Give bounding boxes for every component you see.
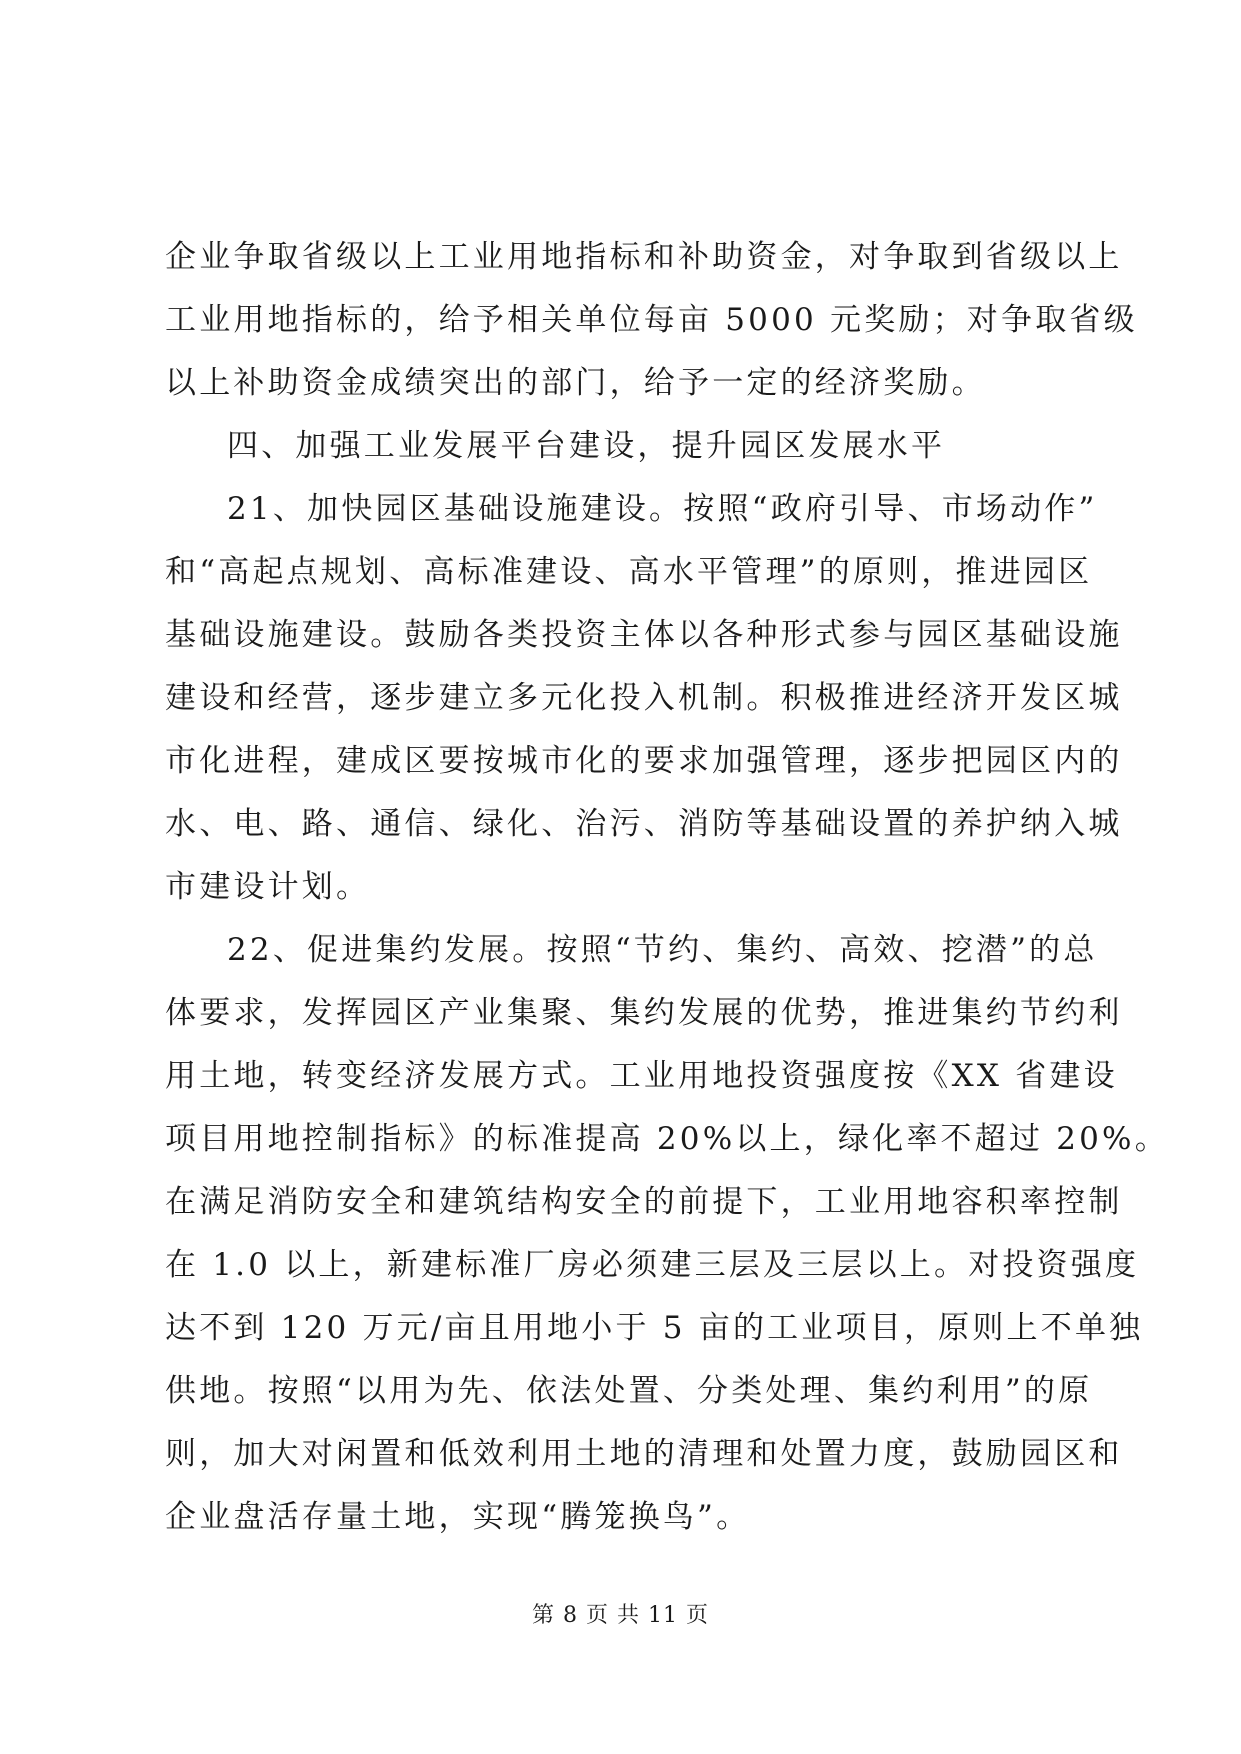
text-line: 基础设施建设。鼓励各类投资主体以各种形式参与园区基础设施 xyxy=(165,617,1123,653)
text-line: 建设和经营，逐步建立多元化投入机制。积极推进经济开发区城 xyxy=(165,680,1123,716)
paragraph-start: 21、加快园区基础设施建设。按照“政府引导、市场动作” xyxy=(227,491,1098,527)
text-line: 用土地，转变经济发展方式。工业用地投资强度按《XX 省建设 xyxy=(165,1058,1118,1094)
section-heading: 四、加强工业发展平台建设，提升园区发展水平 xyxy=(227,428,946,464)
text-line: 市建设计划。 xyxy=(165,869,371,905)
text-line: 项目用地控制指标》的标准提高 20%以上，绿化率不超过 20%。 xyxy=(165,1121,1169,1157)
body-text xyxy=(165,226,1169,1549)
paragraph-start: 22、促进集约发展。按照“节约、集约、高效、挖潜”的总 xyxy=(227,932,1098,968)
text-line: 则，加大对闲置和低效利用土地的清理和处置力度，鼓励园区和 xyxy=(165,1436,1123,1472)
text-line: 水、电、路、通信、绿化、治污、消防等基础设置的养护纳入城 xyxy=(165,806,1123,842)
text-line: 以上补助资金成绩突出的部门，给予一定的经济奖励。 xyxy=(165,365,986,401)
text-line: 达不到 120 万元/亩且用地小于 5 亩的工业项目，原则上不单独 xyxy=(165,1310,1144,1346)
page-number-footer: 第 8 页 共 11 页 xyxy=(532,1603,709,1628)
text-line: 市化进程，建成区要按城市化的要求加强管理，逐步把园区内的 xyxy=(165,743,1123,779)
text-line: 企业争取省级以上工业用地指标和补助资金，对争取到省级以上 xyxy=(165,239,1123,275)
text-line: 企业盘活存量土地，实现“腾笼换鸟”。 xyxy=(165,1499,751,1535)
text-line: 在 1.0 以上，新建标准厂房必须建三层及三层以上。对投资强度 xyxy=(165,1247,1140,1283)
text-line: 工业用地指标的，给予相关单位每亩 5000 元奖励；对争取省级 xyxy=(165,302,1138,338)
text-line: 和“高起点规划、高标准建设、高水平管理”的原则，推进园区 xyxy=(165,554,1093,590)
text-line: 供地。按照“以用为先、依法处置、分类处理、集约利用”的原 xyxy=(165,1373,1093,1409)
text-line: 在满足消防安全和建筑结构安全的前提下，工业用地容积率控制 xyxy=(165,1184,1123,1220)
text-line: 体要求，发挥园区产业集聚、集约发展的优势，推进集约节约利 xyxy=(165,995,1123,1031)
